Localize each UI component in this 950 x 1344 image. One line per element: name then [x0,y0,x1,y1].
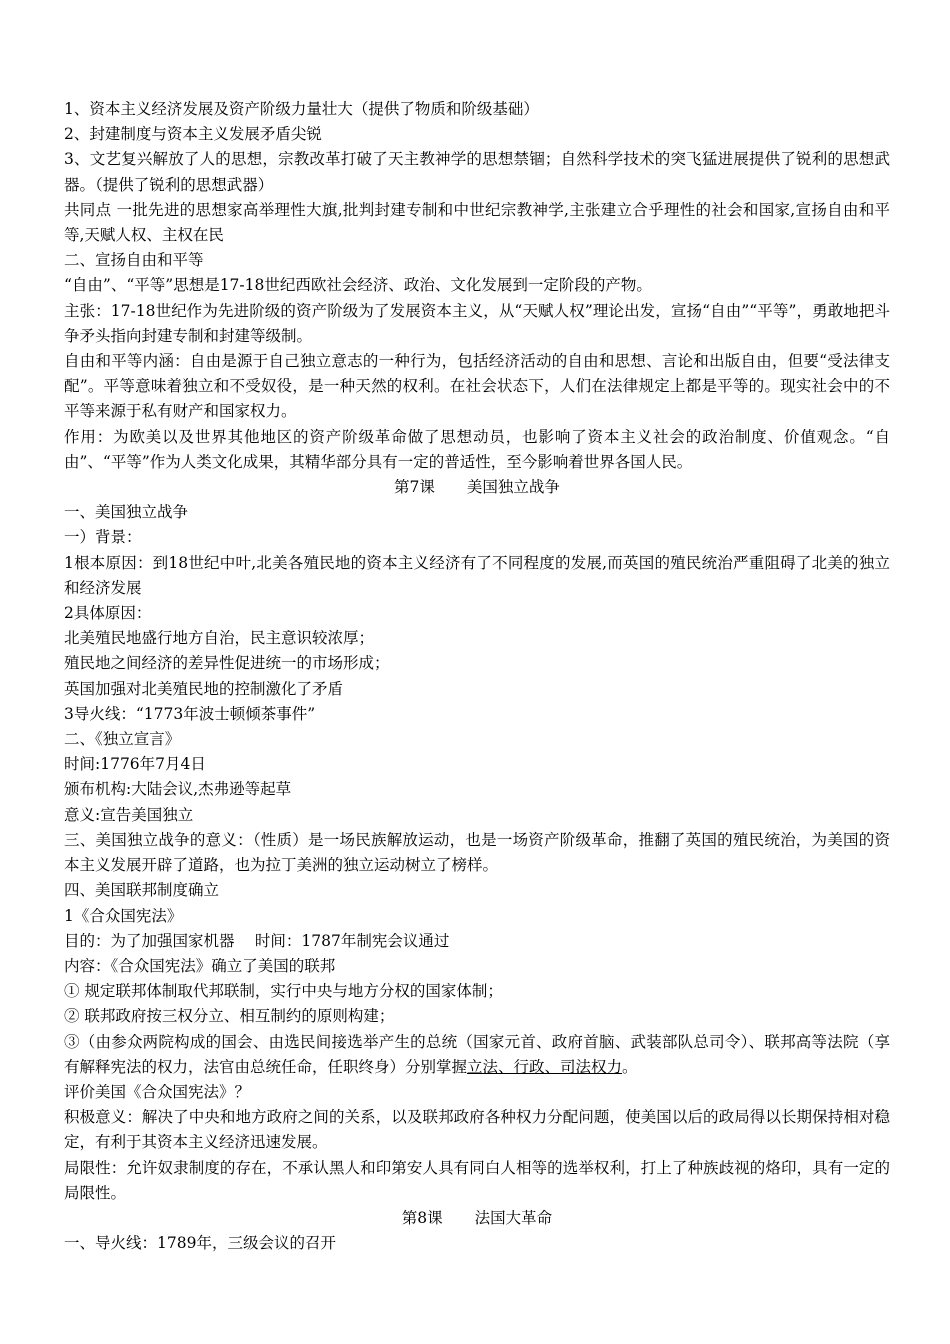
text-line: 1《合众国宪法》 [64,906,183,925]
text-line: 英国加强对北美殖民地的控制激化了矛盾 [64,679,344,698]
text-line: 主张：17-18世纪作为先进阶级的资产阶级为了发展资本主义，从“天赋人权”理论出发，宣扬“自由”“平等”，勇敢地把斗争矛头指向封建专制和封建等级制。 [64,301,890,345]
lesson-name: 美国独立战争 [466,478,560,497]
lesson-number: 第7课 [394,478,435,497]
underlined-text: 立法、行政、司法权力 [467,1057,623,1076]
text-line: 自由和平等内涵：自由是源于自己独立意志的一种行为，包括经济活动的自由和思想、言论和出版自由，但要“受法律支配”。平等意味着独立和不受奴役，是一种天然的权利。在社会状态下，人们在法律规定上都是平等的。现实社会中的不平等来源于私有财产和国家权力。 [64,352,890,421]
text-line: 评价美国《合众国宪法》？ [64,1082,251,1101]
text-line: 三、美国独立战争的意义：（性质）是一场民族解放运动，也是一场资产阶级革命，推翻了英国的殖民统治，为美国的资本主义发展开辟了道路，也为拉丁美洲的独立运动树立了榜样。 [64,830,890,875]
text-line: 时间:1776年7月4日 [64,755,206,774]
text-line: ② 联邦政府按三权分立、相互制约的原则构建； [64,1007,395,1026]
text-line: 共同点 一批先进的思想家高举理性大旗,批判封建专制和中世纪宗教神学,主张建立合乎理性的社会和国家,宣扬自由和平等,天赋人权、主权在民 [64,200,890,245]
lesson-name: 法国大革命 [474,1208,553,1227]
document-page [64,97,890,1256]
lesson-number: 第8课 [401,1208,443,1227]
text-line: 2具体原因： [64,604,152,623]
text-line: 局限性：允许奴隶制度的存在，不承认黑人和印第安人具有同白人相等的选举权利，打上了种族歧视的烙印，具有一定的局限性。 [64,1158,890,1202]
text-line: 内容：《合众国宪法》确立了美国的联邦 [64,956,336,975]
text-line [64,1030,890,1080]
section-heading: 一、美国独立战争 [64,503,189,522]
section-heading: 一、导火线：1789年，三级会议的召开 [64,1234,336,1253]
section-heading: 四、美国联邦制度确立 [64,881,220,900]
text-line: 1根本原因：到18世纪中叶,北美各殖民地的资本主义经济有了不同程度的发展,而英国的殖民统治严重阻碍了北美的独立和经济发展 [64,553,890,597]
text-line: 1、资本主义经济发展及资产阶级力量壮大（提供了物质和阶级基础） [64,100,539,118]
text-line: 3导火线：“1773年波士顿倾茶事件” [64,704,316,723]
text-line: 北美殖民地盛行地方自治，民主意识较浓厚； [64,629,375,648]
text-line: 目的：为了加强国家机器 时间：1787年制宪会议通过 [64,931,450,950]
text-segment: ③（由参众两院构成的国会、由选民间接选举产生的总统（国家元首、政府首脑、武装部队总司令）、联邦高等法院（享有解释宪法的权力，法官由总统任命，任职终身）分别掌握 [64,1032,890,1076]
section-heading: 二、《独立宣言》 [64,730,181,749]
text-line: “自由”、“平等”思想是17-18世纪西欧社会经济、政治、文化发展到一定阶段的产物。 [64,276,652,295]
text-segment: 。 [622,1057,638,1076]
text-line: 殖民地之间经济的差异性促进统一的市场形成； [64,654,390,673]
lesson-7-title [64,475,890,500]
text-line: 颁布机构:大陆会议,杰弗逊等起草 [64,780,292,799]
text-line: 意义:宣告美国独立 [64,805,194,824]
subsection-heading: 一）背景： [64,528,142,547]
text-line: 作用：为欧美以及世界其他地区的资产阶级革命做了思想动员，也影响了资本主义社会的政治制度、价值观念。“自由”、“平等”作为人类文化成果，其精华部分具有一定的普适性，至今影响着世界各国人民。 [64,427,890,471]
section-heading: 二、宣扬自由和平等 [64,251,204,270]
text-line: ① 规定联邦体制取代邦联制，实行中央与地方分权的国家体制； [64,982,503,1001]
text-line: 积极意义：解决了中央和地方政府之间的关系，以及联邦政府各种权力分配问题，使美国以后的政局得以长期保持相对稳定，有利于其资本主义经济迅速发展。 [64,1108,890,1152]
text-line: 3、文艺复兴解放了人的思想，宗教改革打破了天主教神学的思想禁锢；自然科学技术的突飞猛进展提供了锐利的思想武器。（提供了锐利的思想武器） [64,150,890,194]
text-line: 2、封建制度与资本主义发展矛盾尖锐 [64,125,322,144]
lesson-8-title [64,1206,890,1231]
